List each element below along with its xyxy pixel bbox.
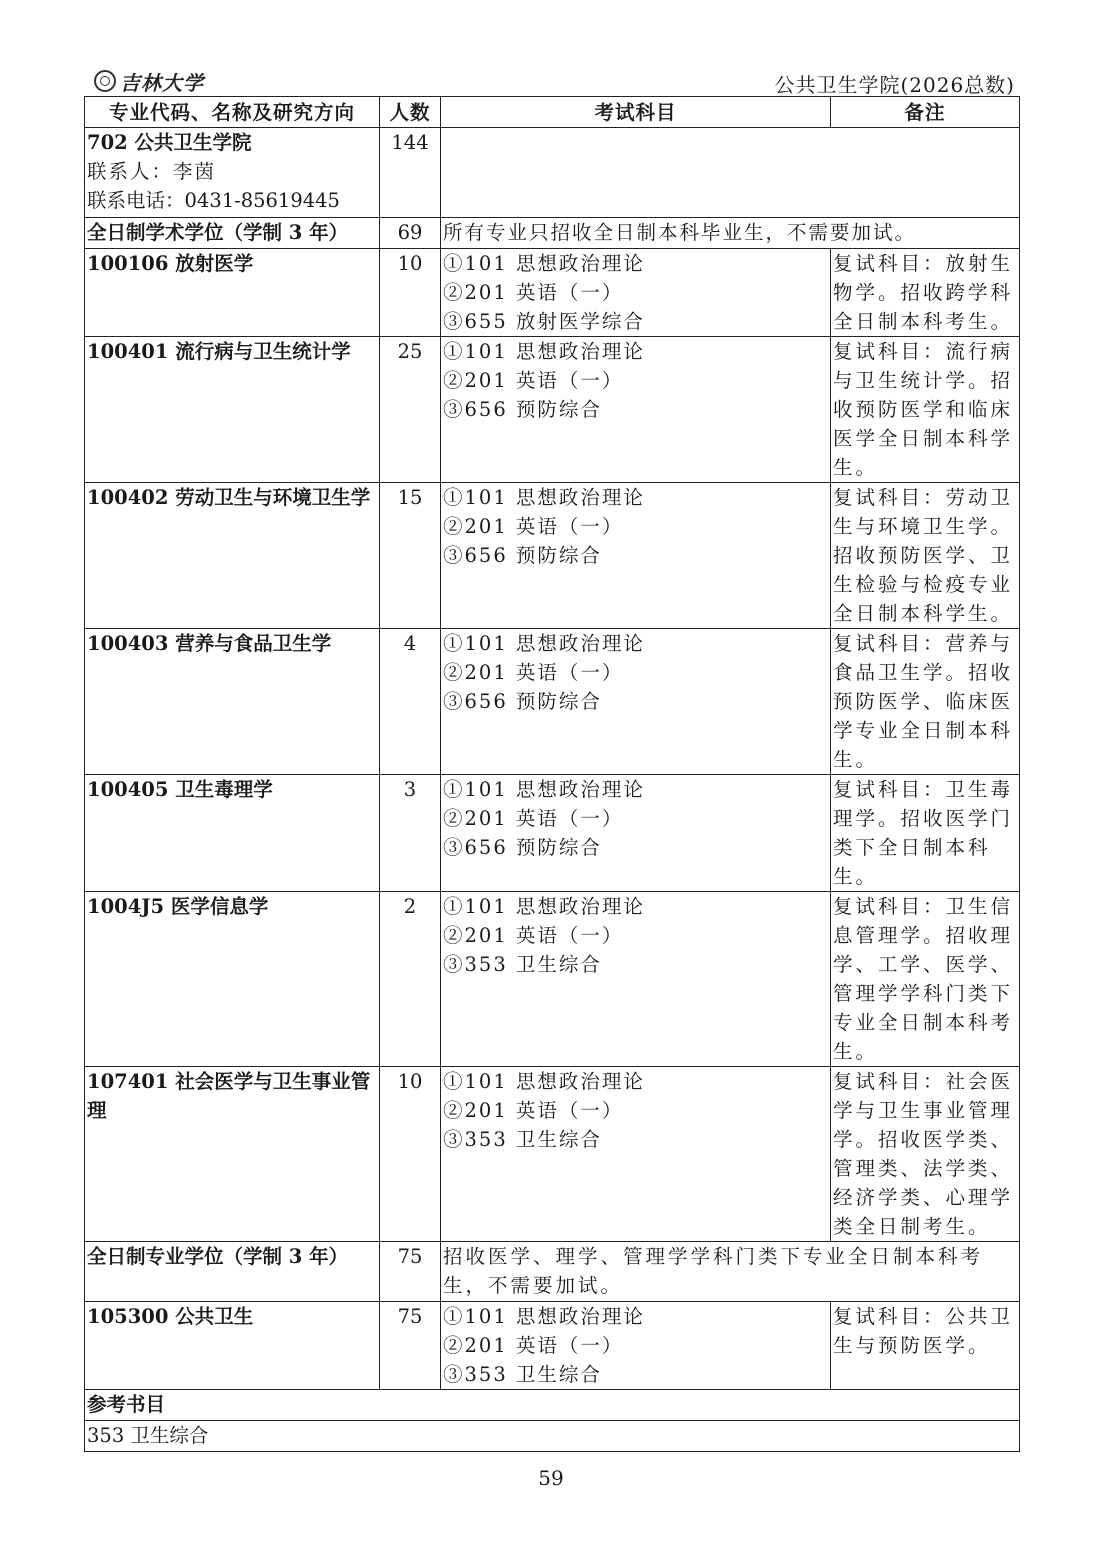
subject-item: ①101 思想政治理论 bbox=[443, 1070, 645, 1093]
college-empty-cell bbox=[441, 128, 1020, 218]
reference-content: 353 卫生综合 bbox=[85, 1421, 1020, 1452]
reference-header-row bbox=[85, 1390, 1020, 1421]
subject-item: ①101 思想政治理论 bbox=[443, 486, 645, 509]
table-row bbox=[85, 629, 1020, 775]
remark: 复试科目：卫生信息管理学。招收理学、工学、医学、管理学学科门类下专业全日制本科考生。 bbox=[831, 892, 1020, 1067]
major-name: 105300 公共卫生 bbox=[85, 1302, 380, 1390]
table-row bbox=[85, 1302, 1020, 1390]
major-count: 25 bbox=[380, 337, 441, 483]
major-name: 100401 流行病与卫生统计学 bbox=[85, 337, 380, 483]
table-row bbox=[85, 775, 1020, 892]
subject-item: ③656 预防综合 bbox=[443, 398, 602, 421]
college-row bbox=[85, 128, 1020, 218]
subject-item: ①101 思想政治理论 bbox=[443, 1305, 645, 1328]
remark: 复试科目：劳动卫生与环境卫生学。招收预防医学、卫生检验与检疫专业全日制本科学生。 bbox=[831, 483, 1020, 629]
college-phone: 联系电话：0431-85619445 bbox=[87, 189, 340, 212]
remark: 复试科目：营养与食品卫生学。招收预防医学、临床医学专业全日制本科生。 bbox=[831, 629, 1020, 775]
page-number: 59 bbox=[538, 1466, 564, 1490]
table-row bbox=[85, 892, 1020, 1067]
exam-subjects bbox=[441, 775, 831, 892]
page-header bbox=[84, 66, 1019, 96]
remark: 复试科目：卫生毒理学。招收医学门类下全日制本科生。 bbox=[831, 775, 1020, 892]
header-major: 专业代码、名称及研究方向 bbox=[85, 97, 380, 128]
subject-item: ①101 思想政治理论 bbox=[443, 895, 645, 918]
table-row bbox=[85, 1067, 1020, 1242]
section-note: 招收医学、理学、管理学学科门类下专业全日制本科考生，不需要加试。 bbox=[441, 1242, 1020, 1302]
subject-item: ②201 英语（一） bbox=[443, 281, 624, 304]
subject-item: ②201 英语（一） bbox=[443, 924, 624, 947]
subject-item: ②201 英语（一） bbox=[443, 369, 624, 392]
major-name: 107401 社会医学与卫生事业管理 bbox=[85, 1067, 380, 1242]
subject-item: ③656 预防综合 bbox=[443, 690, 602, 713]
subject-item: ③656 预防综合 bbox=[443, 836, 602, 859]
section-count: 69 bbox=[380, 218, 441, 249]
subject-item: ③656 预防综合 bbox=[443, 544, 602, 567]
remark: 复试科目：放射生物学。招收跨学科全日制本科考生。 bbox=[831, 249, 1020, 337]
remark: 复试科目：公共卫生与预防医学。 bbox=[831, 1302, 1020, 1390]
exam-subjects bbox=[441, 483, 831, 629]
exam-subjects bbox=[441, 337, 831, 483]
college-contact: 联系人：李茵 bbox=[87, 160, 217, 183]
exam-subjects bbox=[441, 629, 831, 775]
admissions-table bbox=[84, 96, 1020, 1452]
university-logo bbox=[94, 68, 204, 94]
college-count: 144 bbox=[380, 128, 441, 218]
major-name: 100402 劳动卫生与环境卫生学 bbox=[85, 483, 380, 629]
exam-subjects bbox=[441, 1067, 831, 1242]
university-seal-icon bbox=[94, 70, 116, 92]
subject-item: ②201 英语（一） bbox=[443, 807, 624, 830]
major-count: 10 bbox=[380, 1067, 441, 1242]
subject-item: ②201 英语（一） bbox=[443, 1334, 624, 1357]
remark: 复试科目：流行病与卫生统计学。招收预防医学和临床医学全日制本科学生。 bbox=[831, 337, 1020, 483]
exam-subjects bbox=[441, 1302, 831, 1390]
major-name: 100106 放射医学 bbox=[85, 249, 380, 337]
major-count: 10 bbox=[380, 249, 441, 337]
subject-item: ③353 卫生综合 bbox=[443, 1363, 602, 1386]
subject-item: ③353 卫生综合 bbox=[443, 953, 602, 976]
section-row bbox=[85, 1242, 1020, 1302]
subject-item: ③353 卫生综合 bbox=[443, 1128, 602, 1151]
logo-text: 吉林大学 bbox=[120, 70, 204, 95]
major-name: 100403 营养与食品卫生学 bbox=[85, 629, 380, 775]
major-name: 100405 卫生毒理学 bbox=[85, 775, 380, 892]
section-label: 全日制专业学位（学制 3 年） bbox=[85, 1242, 380, 1302]
table-row bbox=[85, 249, 1020, 337]
major-count: 4 bbox=[380, 629, 441, 775]
header-subjects: 考试科目 bbox=[441, 97, 831, 128]
major-name: 1004J5 医学信息学 bbox=[85, 892, 380, 1067]
header-count: 人数 bbox=[380, 97, 441, 128]
header-remarks: 备注 bbox=[831, 97, 1020, 128]
header-title: 公共卫生学院(2026总数) bbox=[774, 73, 1015, 97]
subject-item: ②201 英语（一） bbox=[443, 661, 624, 684]
reference-content-row bbox=[85, 1421, 1020, 1452]
table-row bbox=[85, 483, 1020, 629]
section-count: 75 bbox=[380, 1242, 441, 1302]
section-note: 所有专业只招收全日制本科毕业生，不需要加试。 bbox=[441, 218, 1020, 249]
subject-item: ①101 思想政治理论 bbox=[443, 252, 645, 275]
exam-subjects bbox=[441, 892, 831, 1067]
major-count: 3 bbox=[380, 775, 441, 892]
major-count: 2 bbox=[380, 892, 441, 1067]
college-name: 702 公共卫生学院 bbox=[87, 131, 252, 154]
major-count: 15 bbox=[380, 483, 441, 629]
reference-label: 参考书目 bbox=[85, 1390, 1020, 1421]
subject-item: ③655 放射医学综合 bbox=[443, 310, 645, 333]
section-row bbox=[85, 218, 1020, 249]
table-header-row bbox=[85, 97, 1020, 128]
exam-subjects bbox=[441, 249, 831, 337]
remark: 复试科目：社会医学与卫生事业管理学。招收医学类、管理类、法学类、经济学类、心理学类全日制考生。 bbox=[831, 1067, 1020, 1242]
table-row bbox=[85, 337, 1020, 483]
subject-item: ①101 思想政治理论 bbox=[443, 340, 645, 363]
major-count: 75 bbox=[380, 1302, 441, 1390]
section-label: 全日制学术学位（学制 3 年） bbox=[85, 218, 380, 249]
subject-item: ②201 英语（一） bbox=[443, 1099, 624, 1122]
subject-item: ①101 思想政治理论 bbox=[443, 632, 645, 655]
subject-item: ②201 英语（一） bbox=[443, 515, 624, 538]
subject-item: ①101 思想政治理论 bbox=[443, 778, 645, 801]
college-info bbox=[85, 128, 380, 218]
